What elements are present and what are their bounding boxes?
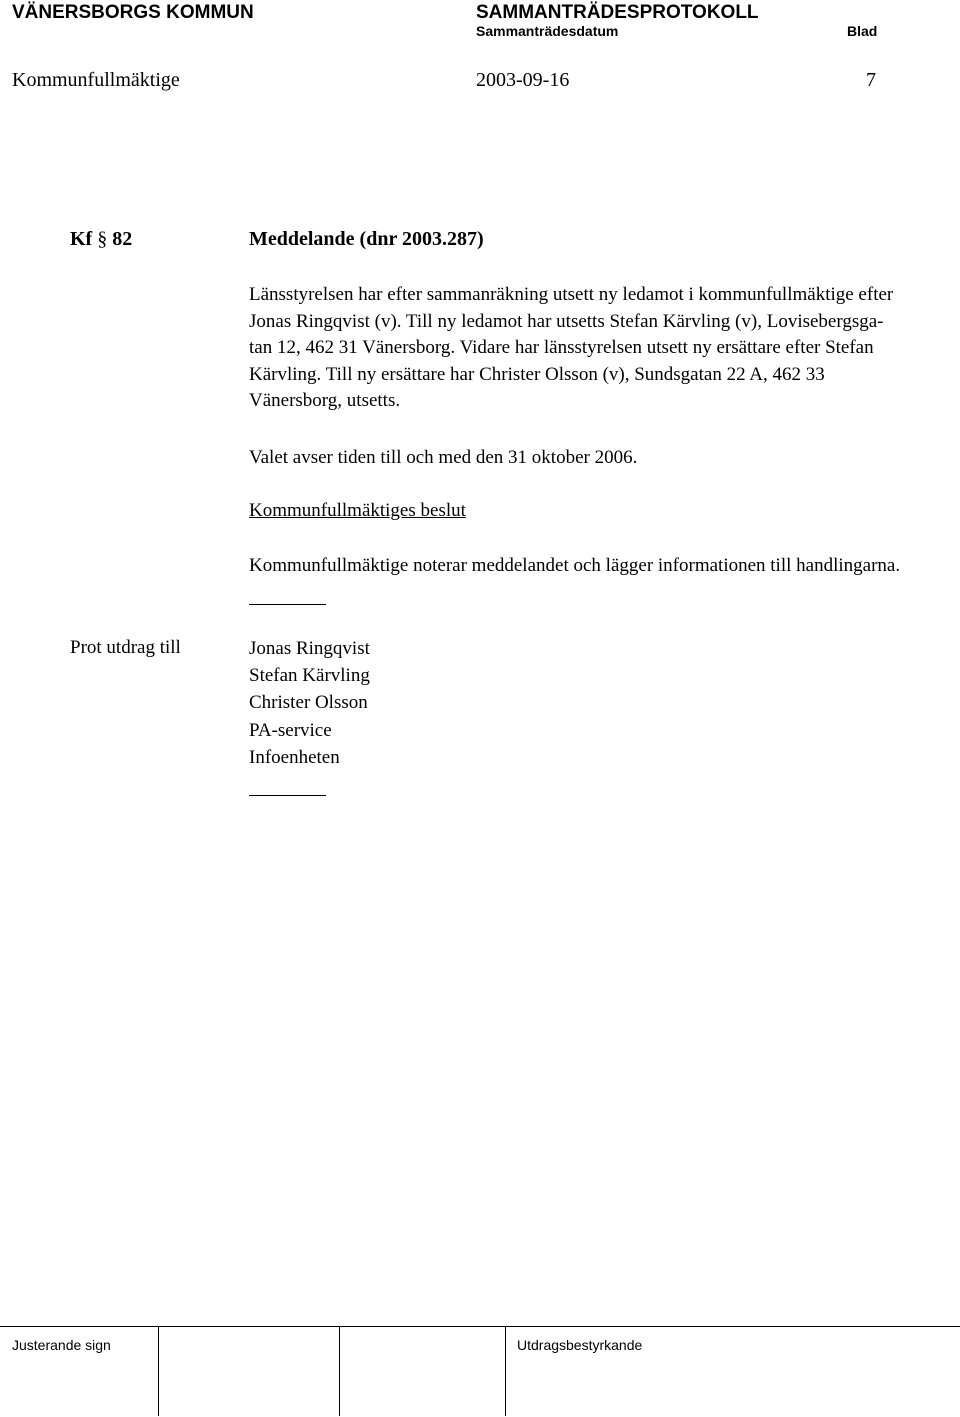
paragraph-line: Vänersborg, utsetts. bbox=[249, 390, 401, 411]
paragraph-line: Kärvling. Till ny ersättare har Christer Olsson (v), Sundsgatan 22 A, 462 33 bbox=[249, 363, 825, 385]
separator-line bbox=[249, 795, 326, 796]
separator-line bbox=[249, 604, 326, 605]
section-sign: § bbox=[97, 228, 108, 250]
item-title: Meddelande (dnr 2003.287) bbox=[249, 228, 484, 250]
decision-heading: Kommunfullmäktiges beslut bbox=[249, 500, 466, 521]
footer-divider bbox=[158, 1326, 159, 1416]
paragraph-line: tan 12, 462 31 Vänersborg. Vidare har länsstyrelsen utsett ny ersättare efter Stefan bbox=[249, 337, 874, 358]
sheet-label: Blad bbox=[847, 23, 878, 39]
recipient: Stefan Kärvling bbox=[249, 665, 370, 687]
validity-text: Valet avser tiden till och med den 31 oktober 2006. bbox=[249, 447, 638, 468]
item-number bbox=[70, 228, 132, 251]
certified-label: Utdragsbestyrkande bbox=[517, 1337, 643, 1353]
adjusting-sign-label: Justerande sign bbox=[12, 1337, 111, 1353]
decision-text: Kommunfullmäktige noterar meddelandet och lägger informationen till handlingarna. bbox=[249, 555, 901, 576]
meeting-body: Kommunfullmäktige bbox=[12, 69, 180, 91]
distribution-list bbox=[249, 635, 370, 771]
recipient: Jonas Ringqvist bbox=[249, 638, 370, 659]
item-number-value: 82 bbox=[112, 228, 133, 250]
paragraph-line: Jonas Ringqvist (v). Till ny ledamot har utsetts Stefan Kärvling (v), Lovisebergsga- bbox=[249, 310, 884, 332]
footer-divider bbox=[505, 1326, 506, 1416]
footer-top-border bbox=[0, 1326, 960, 1327]
distribution-label: Prot utdrag till bbox=[70, 637, 181, 658]
recipient: Infoenheten bbox=[249, 746, 340, 768]
footer-divider bbox=[339, 1326, 340, 1416]
item-prefix: Kf bbox=[70, 228, 93, 250]
recipient: PA-service bbox=[249, 719, 332, 741]
paragraph-line: Länsstyrelsen har efter sammanräkning utsett ny ledamot i kommunfullmäktige efter bbox=[249, 284, 894, 305]
meeting-date: 2003-09-16 bbox=[476, 69, 570, 91]
document-type: SAMMANTRÄDESPROTOKOLL bbox=[476, 2, 759, 23]
recipient: Christer Olsson bbox=[249, 692, 368, 714]
organization-name: VÄNERSBORGS KOMMUN bbox=[12, 2, 254, 23]
item-paragraph bbox=[249, 282, 893, 415]
date-label: Sammanträdesdatum bbox=[476, 23, 619, 39]
page-number: 7 bbox=[866, 69, 876, 91]
